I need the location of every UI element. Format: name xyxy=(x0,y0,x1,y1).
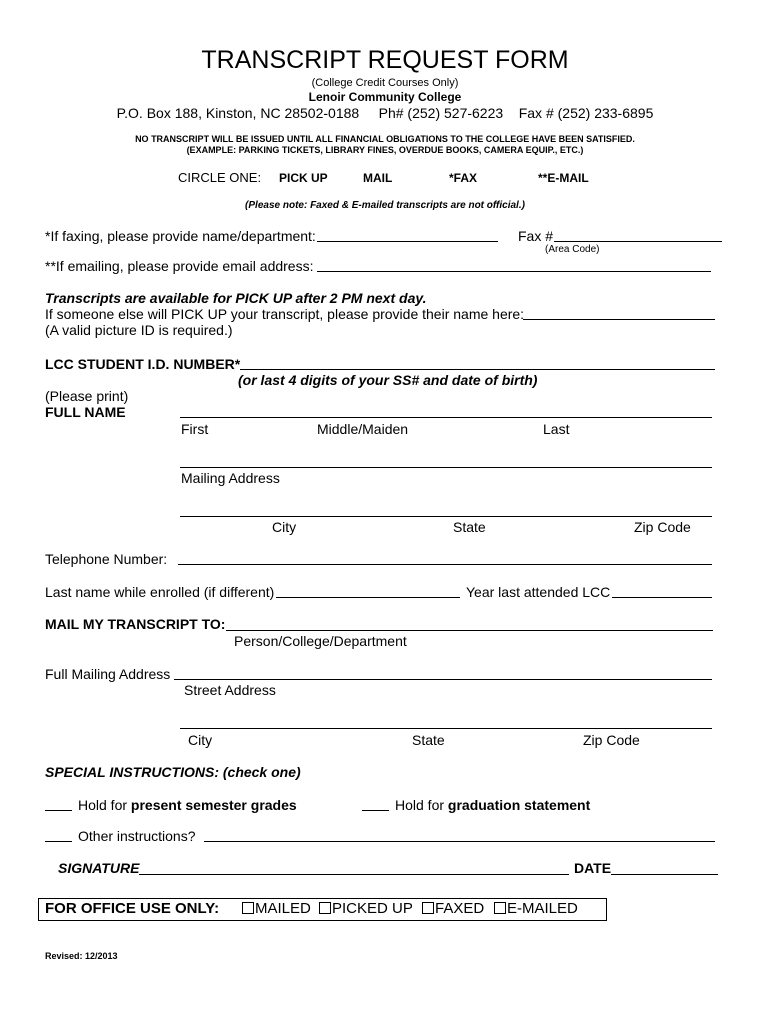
telephone-label: Telephone Number: xyxy=(45,551,168,567)
fax-number-label: Fax # xyxy=(518,228,554,244)
signature-label: SIGNATURE xyxy=(58,860,140,876)
option-email[interactable]: **E-MAIL xyxy=(538,171,589,185)
college-address: P.O. Box 188, Kinston, NC 28502-0188 Ph# (252) 527-6223 Fax # (252) 233-6895 xyxy=(116,105,654,121)
student-id-field[interactable] xyxy=(240,369,715,370)
office-faxed[interactable] xyxy=(422,900,484,917)
revised-date: Revised: 12/2013 xyxy=(45,951,118,961)
street-address-label: Street Address xyxy=(184,682,276,698)
other-instructions-option[interactable] xyxy=(45,828,196,844)
fax-number-field[interactable] xyxy=(554,241,722,242)
mailed-checkbox[interactable] xyxy=(242,902,254,914)
other-instructions-label: Other instructions? xyxy=(78,828,196,844)
office-emailed[interactable] xyxy=(494,900,578,917)
city-label: City xyxy=(272,519,297,535)
option-pick-up[interactable]: PICK UP xyxy=(279,171,328,185)
emailed-checkbox[interactable] xyxy=(494,902,506,914)
present-grades-checkbox[interactable] xyxy=(45,799,72,811)
state-label: State xyxy=(453,519,486,535)
pickup-name-field[interactable] xyxy=(523,319,715,320)
subtitle: (College Credit Courses Only) xyxy=(311,77,459,89)
hold-for-label: Hold for xyxy=(78,797,128,813)
full-name-field[interactable] xyxy=(180,417,712,418)
middle-name-label: Middle/Maiden xyxy=(317,421,409,437)
graduation-option[interactable] xyxy=(362,797,590,813)
signature-field[interactable] xyxy=(139,874,569,875)
mailing-address-label: Mailing Address xyxy=(181,470,280,486)
office-picked-up[interactable] xyxy=(319,900,413,917)
page-title: TRANSCRIPT REQUEST FORM xyxy=(201,46,569,74)
telephone-field[interactable] xyxy=(178,564,712,565)
fax-name-label: *If faxing, please provide name/department: xyxy=(45,228,316,244)
person-college-label: Person/College/Department xyxy=(234,633,407,649)
graduation-checkbox[interactable] xyxy=(362,799,389,811)
other-instructions-field[interactable] xyxy=(204,841,715,842)
year-attended-label: Year last attended LCC xyxy=(466,584,611,600)
faxed-checkbox[interactable] xyxy=(422,902,434,914)
full-mailing-address-label: Full Mailing Address xyxy=(45,666,171,682)
pickup-heading: Transcripts are available for PICK UP after 2 PM next day. xyxy=(45,290,427,306)
faxed-label: FAXED xyxy=(435,900,485,917)
mailing-address-field[interactable] xyxy=(180,467,712,468)
present-grades-option[interactable] xyxy=(45,797,297,813)
notice-line-2: (EXAMPLE: PARKING TICKETS, LIBRARY FINES, OVERDUE BOOKS, CAMERA EQUIP., ETC.) xyxy=(186,145,584,155)
pickup-line-1: If someone else will PICK UP your transcript, please provide their name here: xyxy=(45,306,525,322)
pickup-line-2: (A valid picture ID is required.) xyxy=(45,322,233,338)
circle-one-label: CIRCLE ONE: xyxy=(178,170,262,185)
emailed-label: E-MAILED xyxy=(507,900,578,917)
city-state-zip-field[interactable] xyxy=(180,516,712,517)
mail-to-label: MAIL MY TRANSCRIPT TO: xyxy=(45,616,226,632)
year-attended-field[interactable] xyxy=(612,597,712,598)
mail-city-label: City xyxy=(188,732,213,748)
office-mailed[interactable] xyxy=(242,900,311,917)
mail-zip-label: Zip Code xyxy=(583,732,640,748)
picked-up-checkbox[interactable] xyxy=(319,902,331,914)
mail-state-label: State xyxy=(412,732,445,748)
street-address-field[interactable] xyxy=(174,679,712,680)
area-code-label: (Area Code) xyxy=(545,244,600,255)
fax-name-field[interactable] xyxy=(317,241,498,242)
option-fax[interactable]: *FAX xyxy=(449,171,478,185)
mail-to-person-field[interactable] xyxy=(226,630,713,631)
first-name-label: First xyxy=(181,421,209,437)
hold-for-label-2: Hold for xyxy=(395,797,445,813)
college-name: Lenoir Community College xyxy=(308,90,462,104)
picked-up-label: PICKED UP xyxy=(332,900,413,917)
last-name-enrolled-label: Last name while enrolled (if different) xyxy=(45,584,275,600)
email-field[interactable] xyxy=(317,271,711,272)
student-id-label: LCC STUDENT I.D. NUMBER* xyxy=(45,356,241,372)
notice-line-1: NO TRANSCRIPT WILL BE ISSUED UNTIL ALL FINANCIAL OBLIGATIONS TO THE COLLEGE HAVE BEEN SATISFIED. xyxy=(135,134,635,144)
option-mail[interactable]: MAIL xyxy=(363,171,393,185)
last-name-enrolled-field[interactable] xyxy=(276,597,460,598)
other-instructions-checkbox[interactable] xyxy=(45,830,72,842)
full-name-label: FULL NAME xyxy=(45,404,126,420)
date-field[interactable] xyxy=(611,874,718,875)
graduation-label: graduation statement xyxy=(447,797,591,813)
mailed-label: MAILED xyxy=(255,900,311,917)
zip-label: Zip Code xyxy=(634,519,691,535)
office-use-label: FOR OFFICE USE ONLY: xyxy=(45,900,220,917)
present-grades-label: present semester grades xyxy=(130,797,297,813)
mail-city-state-zip-field[interactable] xyxy=(180,728,712,729)
date-label: DATE xyxy=(574,860,612,876)
email-label: **If emailing, please provide email address: xyxy=(45,258,314,274)
please-print-label: (Please print) xyxy=(45,388,129,404)
official-note: (Please note: Faxed & E-mailed transcripts are not official.) xyxy=(245,200,525,211)
student-id-note: (or last 4 digits of your SS# and date of birth) xyxy=(238,372,538,388)
special-instructions-heading: SPECIAL INSTRUCTIONS: (check one) xyxy=(45,764,301,780)
last-name-label: Last xyxy=(543,421,570,437)
